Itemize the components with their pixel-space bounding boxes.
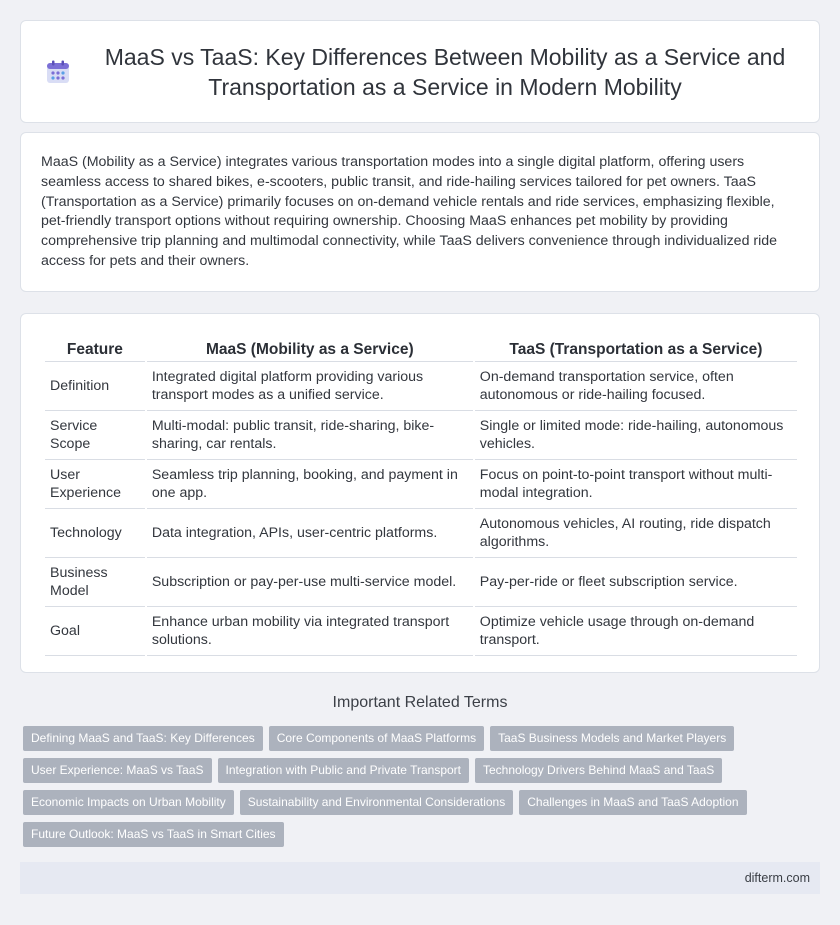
comparison-table-card xyxy=(20,313,820,673)
related-term-tag[interactable]: Economic Impacts on Urban Mobility xyxy=(23,790,234,815)
related-term-tag[interactable]: User Experience: MaaS vs TaaS xyxy=(23,758,212,783)
header-taas: TaaS (Transportation as a Service) xyxy=(475,332,797,362)
maas-cell: Multi-modal: public transit, ride-sharing, bike-sharing, car rentals. xyxy=(147,411,473,460)
taas-cell: Autonomous vehicles, AI routing, ride dispatch algorithms. xyxy=(475,509,797,558)
header-maas: MaaS (Mobility as a Service) xyxy=(147,332,473,362)
related-term-tag[interactable]: Future Outlook: MaaS vs TaaS in Smart Cities xyxy=(23,822,284,847)
maas-cell: Integrated digital platform providing various transport modes as a unified service. xyxy=(147,362,473,411)
comparison-table xyxy=(43,332,799,656)
taas-cell: Focus on point-to-point transport without multi-modal integration. xyxy=(475,460,797,509)
taas-cell: Pay-per-ride or fleet subscription service. xyxy=(475,558,797,607)
maas-cell: Data integration, APIs, user-centric platforms. xyxy=(147,509,473,558)
feature-cell: Definition xyxy=(45,362,145,411)
feature-cell: Technology xyxy=(45,509,145,558)
maas-cell: Enhance urban mobility via integrated transport solutions. xyxy=(147,607,473,656)
intro-card xyxy=(20,132,820,292)
feature-cell: Service Scope xyxy=(45,411,145,460)
related-term-tag[interactable]: Technology Drivers Behind MaaS and TaaS xyxy=(475,758,722,783)
maas-cell: Subscription or pay-per-use multi-service model. xyxy=(147,558,473,607)
footer-site-link[interactable]: difterm.com xyxy=(744,871,810,885)
feature-cell: User Experience xyxy=(45,460,145,509)
footer xyxy=(20,862,820,894)
taas-cell: Single or limited mode: ride-hailing, autonomous vehicles. xyxy=(475,411,797,460)
table-row xyxy=(45,362,797,411)
table-row xyxy=(45,607,797,656)
related-term-tag[interactable]: Challenges in MaaS and TaaS Adoption xyxy=(519,790,746,815)
table-row xyxy=(45,411,797,460)
related-terms-heading: Important Related Terms xyxy=(332,694,508,711)
table-row xyxy=(45,558,797,607)
table-header-row xyxy=(45,332,797,362)
related-term-tag[interactable]: Integration with Public and Private Transport xyxy=(218,758,469,783)
related-terms-list xyxy=(23,726,803,854)
table-row xyxy=(45,509,797,558)
feature-cell: Business Model xyxy=(45,558,145,607)
taas-cell: Optimize vehicle usage through on-demand transport. xyxy=(475,607,797,656)
header-feature: Feature xyxy=(45,332,145,362)
calendar-icon xyxy=(45,59,71,85)
related-term-tag[interactable]: Core Components of MaaS Platforms xyxy=(269,726,484,751)
table-row xyxy=(45,460,797,509)
feature-cell: Goal xyxy=(45,607,145,656)
intro-paragraph: MaaS (Mobility as a Service) integrates various transportation modes into a single digital platform, offering users seamless access to shared bikes, e-scooters, public transit, and ride-hailing services tailored for pet owners. TaaS (Transportation as a Service) primarily focuses on on-demand vehicle rentals and ride services, emphasizing flexible, pet-friendly transport options without requiring ownership. Choosing MaaS enhances pet mobility by providing comprehensive trip planning and multimodal connectivity, while TaaS delivers convenience through individualized ride access for pets and their owners. xyxy=(41,154,778,269)
related-term-tag[interactable]: TaaS Business Models and Market Players xyxy=(490,726,734,751)
taas-cell: On-demand transportation service, often autonomous or ride-hailing focused. xyxy=(475,362,797,411)
page-title: MaaS vs TaaS: Key Differences Between Mobility as a Service and Transportation as a Service in Modern Mobility xyxy=(104,43,786,100)
related-term-tag[interactable]: Sustainability and Environmental Considerations xyxy=(240,790,513,815)
maas-cell: Seamless trip planning, booking, and payment in one app. xyxy=(147,460,473,509)
related-term-tag[interactable]: Defining MaaS and TaaS: Key Differences xyxy=(23,726,263,751)
title-card xyxy=(20,20,820,123)
